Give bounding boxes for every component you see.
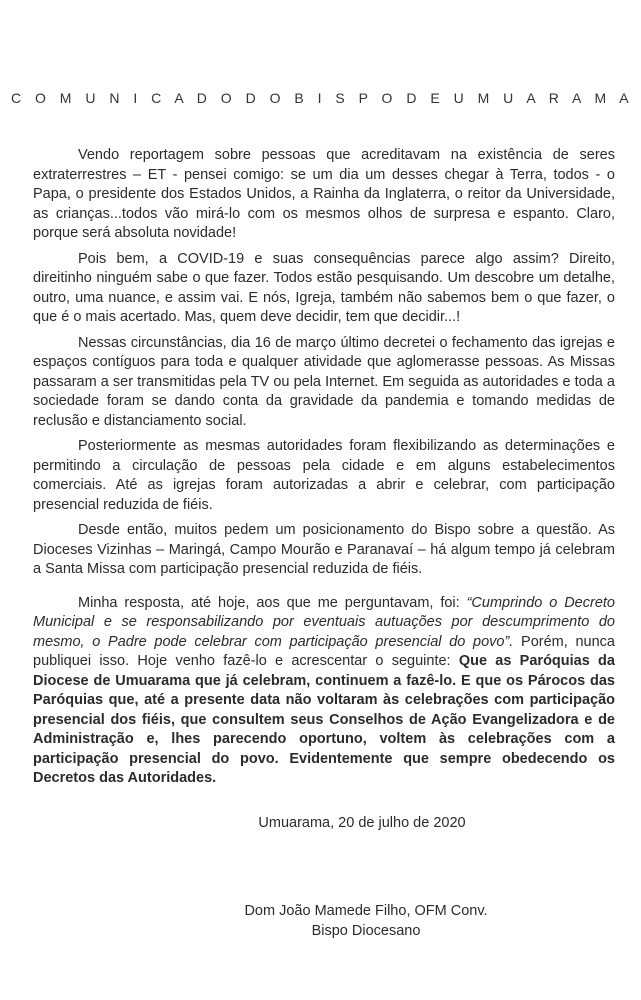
paragraph-3 — [33, 334, 615, 432]
paragraph-6-middle-text: Porém, nunca publiquei isso. Hoje venho fazê-lo e acrescentar o seguinte: — [33, 633, 615, 669]
paragraph-2-text: Pois bem, a COVID-19 e suas consequências parece algo assim? Direito, direitinho ninguém sabe o que fazer. Todos estão pesquisando. Um descobre um detalhe, outro, uma nuance, e assim vai. E nós, Igreja, também não sabemos bem o que fazer, o que é o mais acertado. Mas, quem deve decidir, tem que decidir...! — [33, 250, 615, 325]
signature-name: Dom João Mamede Filho, OFM Conv. — [244, 902, 488, 919]
paragraph-5 — [33, 521, 615, 580]
document-body — [33, 146, 615, 789]
paragraph-5-text: Desde então, muitos pedem um posicionamento do Bispo sobre a questão. As Dioceses Vizinhas – Maringá, Campo Mourão e Paranavaí – há algum tempo já celebram a Santa Missa com participação presencial reduzida de fiéis. — [33, 522, 615, 577]
paragraph-2 — [33, 250, 615, 328]
signature-block — [75, 901, 641, 941]
signature-role: Bispo Diocesano — [311, 922, 421, 939]
document-title: C O M U N I C A D O D O B I S P O D E U M U A R A M A — [11, 90, 634, 106]
paragraph-4 — [33, 437, 615, 515]
paragraph-6-quote-text: “Cumprindo o Decreto Municipal e se responsabilizando por eventuais autuações por descumprimento do mesmo, o Padre pode celebrar com participação presencial do povo”. — [33, 594, 615, 650]
paragraph-3-text: Nessas circunstâncias, dia 16 de março último decretei o fechamento das igrejas e espaços contíguos para toda e qualquer atividade que aglomerasse pessoas. As Missas passaram a ser transmitidas pela TV ou pela Internet. Em seguida as autoridades e toda a sociedade foram se dando conta da gravidade da pandemia e tomando medidas de reclusão e distanciamento social. — [33, 334, 615, 429]
paragraph-1 — [33, 146, 615, 244]
paragraph-6-intro-text: Minha resposta, até hoje, aos que me perguntavam, foi: — [78, 594, 467, 611]
paragraph-6-decision-text: Que as Paróquias da Diocese de Umuarama que já celebram, continuem a fazê-lo. E que os Párocos das Paróquias que, até a presente data não voltaram às celebrações com participação presencial dos fiéis, que consultem seus Conselhos de Ação Evangelizadora e de Administração e, lhes parecendo oportuno, voltem às celebrações com a participação presencial do povo. Evidentemente que sempre obedecendo os Decretos das Autoridades. — [33, 653, 615, 786]
paragraph-1-text: Vendo reportagem sobre pessoas que acreditavam na existência de seres extraterrestres – ET - pensei comigo: se um dia um desses chegar à Terra, todos - o Papa, o presidente dos Estados Unidos, a Rainha da Inglaterra, o reitor da Universidade, as crianças...todos vão mirá-lo com os mesmos olhos de surpresa e espanto. Claro, porque será absoluta novidade! — [33, 147, 615, 241]
dateline: Umuarama, 20 de julho de 2020 — [258, 814, 466, 831]
paragraph-6 — [33, 594, 615, 789]
paragraph-4-text: Posteriormente as mesmas autoridades foram flexibilizando as determinações e permitindo a circulação de pessoas pela cidade e em alguns estabelecimentos comerciais. Até as igrejas foram autorizadas a abrir e celebrar, com participação presencial reduzida de fiéis. — [33, 438, 615, 513]
